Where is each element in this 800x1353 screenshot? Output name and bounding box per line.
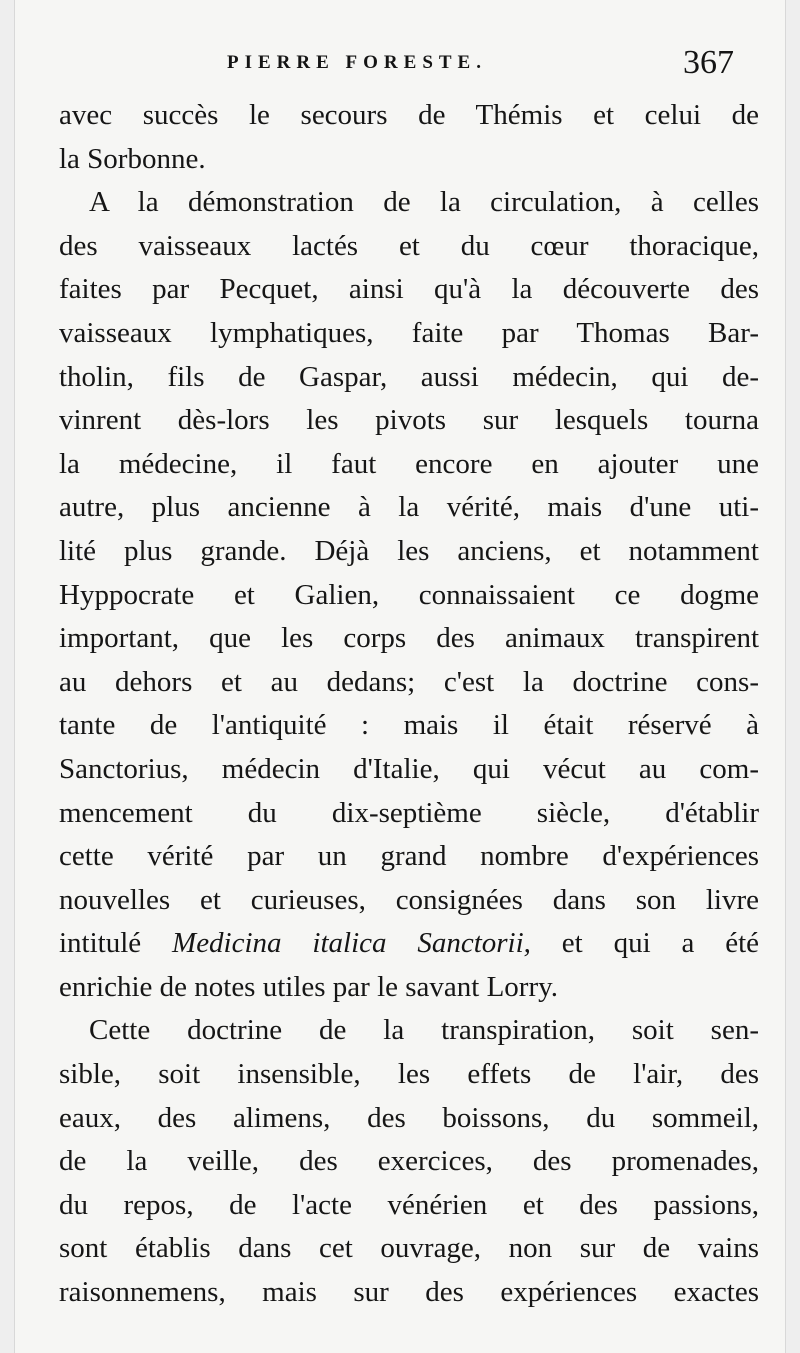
- body-text: [59, 94, 759, 1315]
- text-line: de la veille, des exercices, des promenades,: [59, 1145, 759, 1178]
- text-line: avec succès le secours de Thémis et celui de: [59, 99, 759, 131]
- book-page: [14, 0, 786, 1353]
- text-line: du repos, de l'acte vénérien et des passions,: [59, 1188, 759, 1221]
- text-line: sont établis dans cet ouvrage, non sur de vains: [59, 1232, 759, 1265]
- page-number: 367: [683, 44, 734, 81]
- text-fragment: et qui a été: [561, 927, 760, 960]
- text-line: mencement du dix-septième siècle, d'établir: [59, 796, 759, 829]
- text-line: la Sorbonne.: [59, 142, 206, 175]
- text-line: autre, plus ancienne à la vérité, mais d'une uti-: [59, 491, 759, 524]
- text-line: vaisseaux lymphatiques, faite par Thomas Bar-: [59, 316, 759, 349]
- text-line: tholin, fils de Gaspar, aussi médecin, qui de-: [59, 360, 759, 393]
- text-line: vinrent dès-lors les pivots sur lesquels tourna: [59, 404, 759, 437]
- text-line: tante de l'antiquité : mais il était réservé à: [59, 709, 759, 742]
- text-line: nouvelles et curieuses, consignées dans son livre: [59, 883, 759, 916]
- text-line: la médecine, il faut encore en ajouter une: [59, 447, 759, 480]
- running-head: PIERRE FORESTE.: [227, 52, 487, 73]
- text-fragment: intitulé: [59, 927, 142, 960]
- paragraph-start-line: A la démonstration de la circulation, à celles: [89, 186, 759, 219]
- text-line: faites par Pecquet, ainsi qu'à la découverte des: [59, 273, 759, 306]
- paragraph-start-line: Cette doctrine de la transpiration, soit sen-: [89, 1014, 759, 1047]
- text-line: lité plus grande. Déjà les anciens, et notamment: [59, 534, 759, 567]
- text-line: cette vérité par un grand nombre d'expériences: [59, 840, 759, 873]
- text-line: enrichie de notes utiles par le savant Lorry.: [59, 970, 558, 1003]
- book-title: Medicina italica Sanctorii,: [172, 927, 531, 960]
- text-line: sible, soit insensible, les effets de l'air, des: [59, 1058, 759, 1091]
- text-line: Hyppocrate et Galien, connaissaient ce dogme: [59, 578, 759, 611]
- text-line: des vaisseaux lactés et du cœur thoracique,: [59, 229, 759, 262]
- text-line: eaux, des alimens, des boissons, du sommeil,: [59, 1101, 759, 1134]
- text-line: raisonnemens, mais sur des expériences exactes: [59, 1276, 759, 1309]
- text-line-with-title: [59, 922, 759, 966]
- page-header: [15, 44, 785, 94]
- text-line: Sanctorius, médecin d'Italie, qui vécut au com-: [59, 752, 759, 785]
- text-line: important, que les corps des animaux transpirent: [59, 622, 759, 655]
- text-line: au dehors et au dedans; c'est la doctrine cons-: [59, 665, 759, 698]
